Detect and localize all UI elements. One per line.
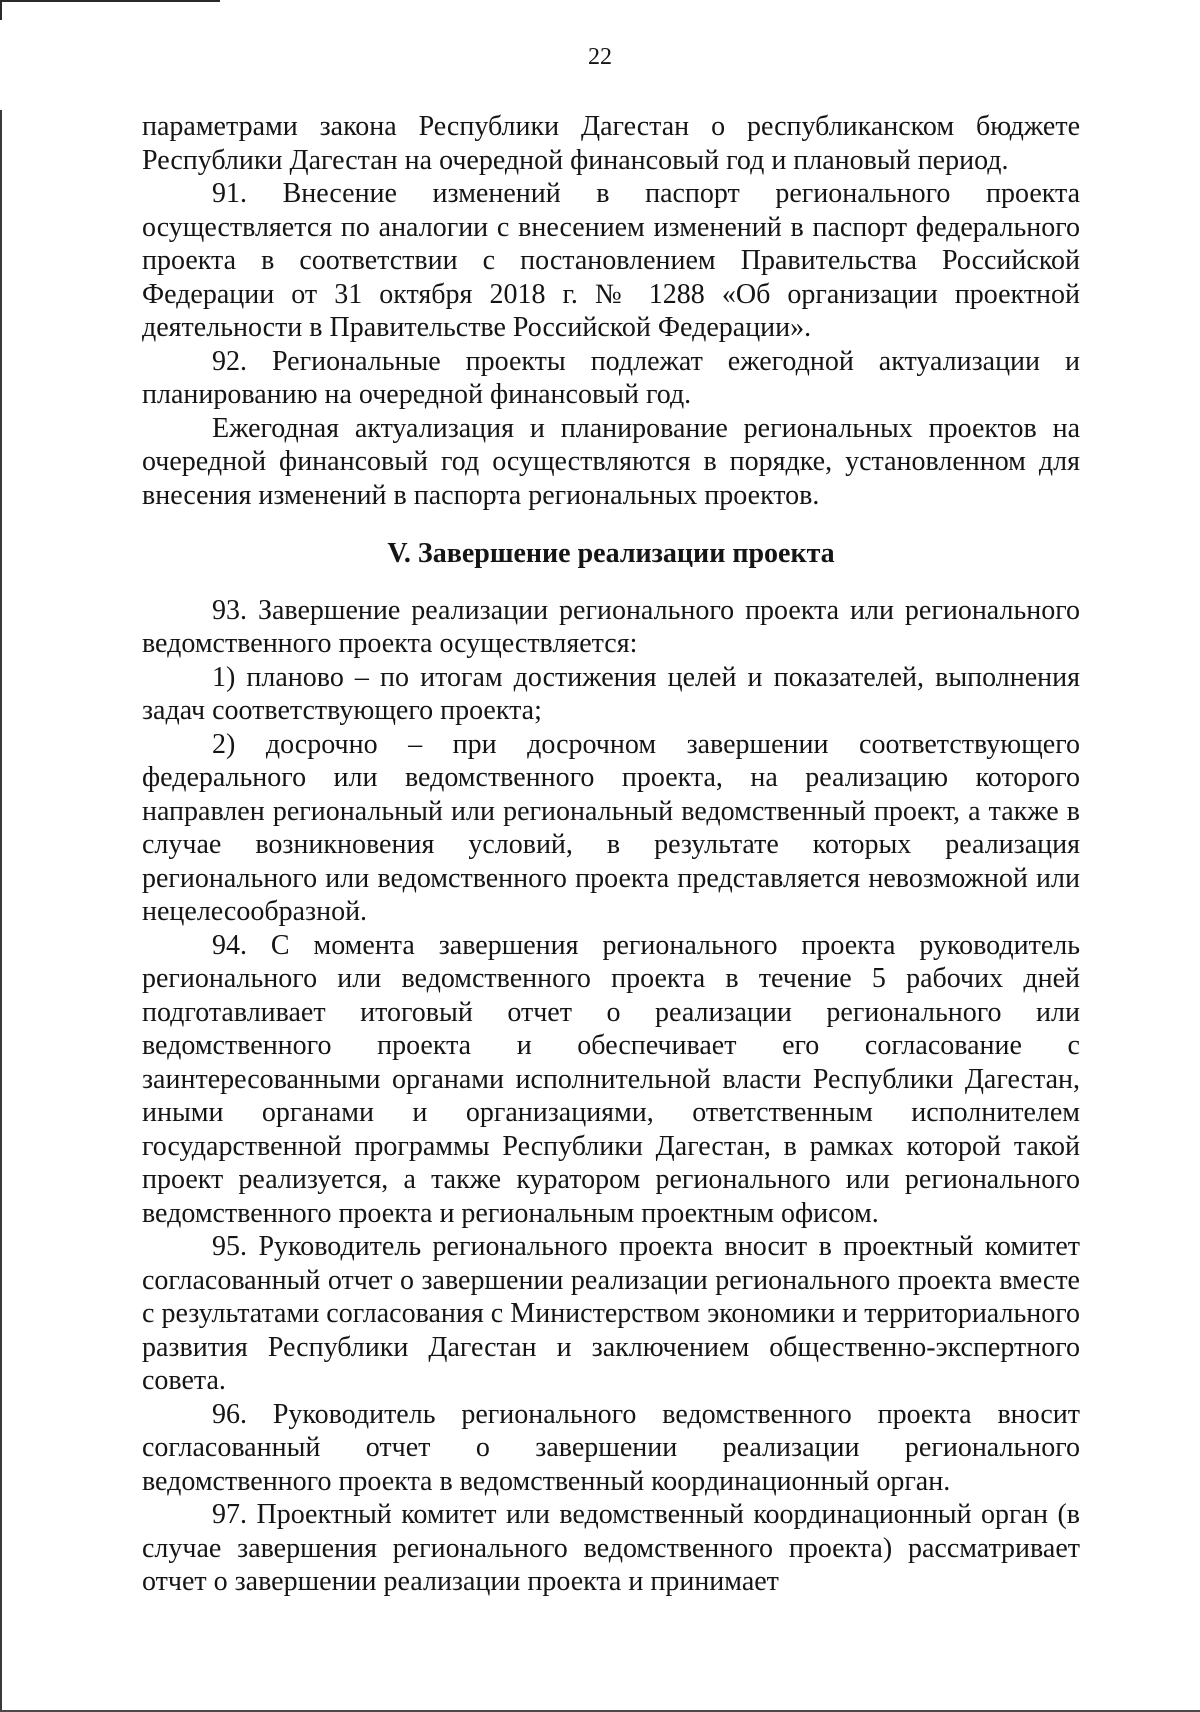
paragraph-p94: 94. С момента завершения регионального проекта руководитель регионального или ведомственного проекта в течение 5 рабочих дней подготавливает итоговый отчет о реализации регионального или ведомственного проекта и обеспечивает его согласование с заинтересованными органами исполнительной власти Республики Дагестан, иными органами и организациями, ответственным исполнителем государственной программы Республики Дагестан, в рамках которой такой проект реализуется, а также куратором регионального или регионального ведомственного проекта и региональным проектным офисом. bbox=[142, 929, 1080, 1229]
paragraph-p93-2: 2) досрочно – при досрочном завершении соответствующего федерального или ведомственного проекта, на реализацию которого направлен региональный или региональный ведомственный проект, а также в случае возникновения условий, в результате которых реализация регионального или ведомственного проекта представляется невозможной или нецелесообразной. bbox=[142, 728, 1080, 927]
scan-edge-left-lower bbox=[0, 110, 2, 1710]
paragraph-p92: 92. Региональные проекты подлежат ежегодной актуализации и планированию на очередной финансовый год. bbox=[142, 345, 1080, 410]
paragraph-p-continuation: параметрами закона Республики Дагестан о республиканском бюджете Республики Дагестан на очередной финансовый год и плановый период. bbox=[142, 111, 1080, 176]
paragraph-p92b: Ежегодная актуализация и планирование региональных проектов на очередной финансовый год осуществляются в порядке, установленном для внесения изменений в паспорта региональных проектов. bbox=[142, 412, 1080, 511]
paragraph-p96: 96. Руководитель регионального ведомственного проекта вносит согласованный отчет о завершении реализации регионального ведомственного проекта в ведомственный координационный орган. bbox=[142, 1398, 1080, 1497]
section-heading: V. Завершение реализации проекта bbox=[387, 538, 835, 569]
paragraph-p93: 93. Завершение реализации регионального проекта или регионального ведомственного проекта осуществляется: bbox=[142, 594, 1080, 659]
scan-edge-left bbox=[0, 0, 2, 20]
scan-edge-top bbox=[0, 0, 220, 2]
paragraphs-before-heading bbox=[142, 110, 1080, 512]
paragraph-p95: 95. Руководитель регионального проекта вносит в проектный комитет согласованный отчет о завершении реализации регионального проекта вместе с результатами согласования с Министерством экономики и территориального развития Республики Дагестан и заключением общественно-экспертного совета. bbox=[142, 1231, 1080, 1396]
paragraphs-after-heading bbox=[142, 594, 1080, 1599]
document-body bbox=[142, 110, 1080, 1599]
paragraph-p93-1: 1) планово – по итогам достижения целей и показателей, выполнения задач соответствующего проекта; bbox=[142, 661, 1080, 726]
paragraph-p97: 97. Проектный комитет или ведомственный координационный орган (в случае завершения регионального ведомственного проекта) рассматривает отчет о завершении реализации проекта и принимает bbox=[142, 1499, 1080, 1597]
page-number: 22 bbox=[588, 44, 612, 70]
paragraph-p91: 91. Внесение изменений в паспорт регионального проекта осуществляется по аналогии с внесением изменений в паспорт федерального проекта в соответствии с постановлением Правительства Российской Федерации от 31 октября 2018 г. № 1288 «Об организации проектной деятельности в Правительстве Российской Федерации». bbox=[142, 178, 1080, 343]
